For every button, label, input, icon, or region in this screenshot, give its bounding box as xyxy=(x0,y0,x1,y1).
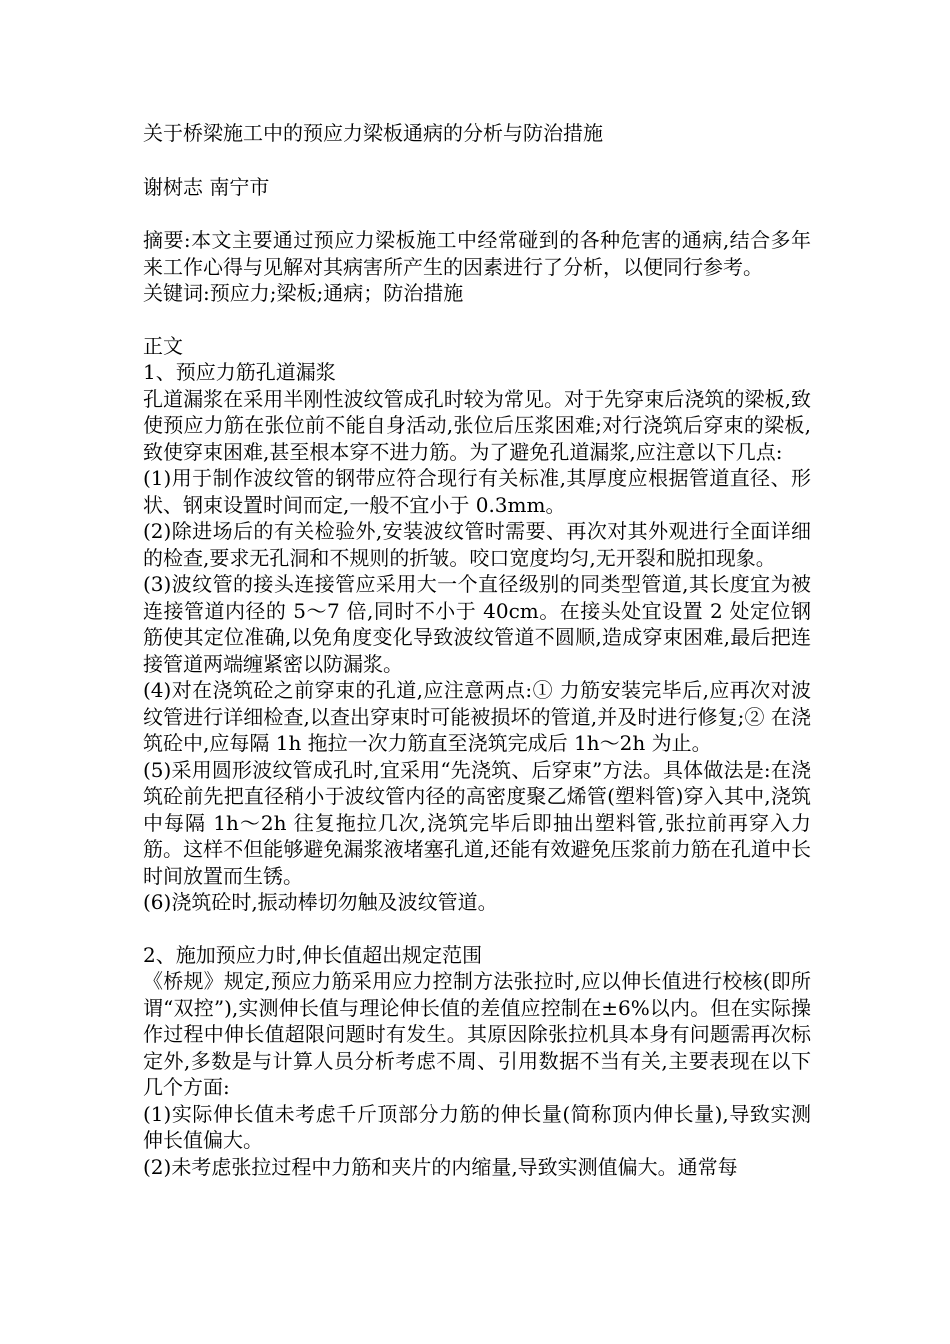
spacer xyxy=(143,307,811,333)
section-2-intro: 《桥规》规定,预应力筋采用应力控制方法张拉时,应以伸长值进行校核(即所谓“双控”),实测伸长值与理论伸长值的差值应控制在±6%以内。但在实际操作过程中伸长值超限问题时有发生。其原因除张拉机具本身有问题需再次标定外,多数是与计算人员分析考虑不周、引用数据不当有关,主要表现在以下几个方面: xyxy=(143,969,811,1099)
section-2-heading: 2、施加预应力时,伸长值超出规定范围 xyxy=(143,942,483,967)
keywords: 关键词:预应力;梁板;通病；防治措施 xyxy=(143,281,464,305)
list-item: (2)除进场后的有关检验外,安装波纹管时需要、再次对其外观进行全面详细的检查,要求无孔洞和不规则的折皱。咬口宽度均匀,无开裂和脱扣现象。 xyxy=(143,519,811,570)
abstract: 摘要:本文主要通过预应力梁板施工中经常碰到的各种危害的通病,结合多年来工作心得与见解对其病害所产生的因素进行了分析，以便同行参考。 xyxy=(143,228,811,279)
list-item: (3)波纹管的接头连接管应采用大一个直径级别的同类型管道,其长度宜为被连接管道内径的 5～7 倍,同时不小于 40cm。在接头处宜设置 2 处定位钢筋使其定位准确,以免角度变化导致波纹管道不圆顺,造成穿束困难,最后把连接管道两端缠紧密以防漏浆。 xyxy=(143,572,811,676)
list-item: (2)未考虑张拉过程中力筋和夹片的内缩量,导致实测值偏大。通常每 xyxy=(143,1154,738,1179)
list-item: (1)实际伸长值未考虑千斤顶部分力筋的伸长量(简称顶内伸长量),导致实测伸长值偏大。 xyxy=(143,1101,811,1152)
list-item: (6)浇筑砼时,振动棒切勿触及波纹管道。 xyxy=(143,890,498,914)
list-item: (1)用于制作波纹管的钢带应符合现行有关标准,其厚度应根据管道直径、形状、钢束设置时间而定,一般不宜小于 0.3mm。 xyxy=(143,466,811,517)
spacer xyxy=(143,916,811,942)
list-item: (5)采用圆形波纹管成孔时,宜采用“先浇筑、后穿束”方法。具体做法是:在浇筑砼前先把直径稍小于波纹管内径的高密度聚乙烯管(塑料管)穿入其中,浇筑中每隔 1h～2h 往复拖拉几次,浇筑完毕后即抽出塑料管,张拉前再穿入力筋。这样不但能够避免漏浆液堵塞孔道,还能有效避免压浆前力筋在孔道中长时间放置而生锈。 xyxy=(143,757,811,888)
section-1-intro: 孔道漏浆在采用半刚性波纹管成孔时较为常见。对于先穿束后浇筑的梁板,致使预应力筋在张位前不能自身活动,张位后压浆困难;对行浇筑后穿束的梁板,致使穿束困难,甚至根本穿不进力筋。为了避免孔道漏浆,应注意以下几点: xyxy=(143,386,811,464)
body-heading: 正文 xyxy=(143,333,183,358)
section-1-heading: 1、预应力筋孔道漏浆 xyxy=(143,360,336,384)
list-item: (4)对在浇筑砼之前穿束的孔道,应注意两点:① 力筋安装完毕后,应再次对波纹管进行详细检查,以查出穿束时可能被损坏的管道,并及时进行修复;② 在浇筑砼中,应每隔 1h 拖拉一次力筋直至浇筑完成后 1h～2h 为止。 xyxy=(143,678,811,755)
author-line: 谢树志 南宁市 xyxy=(143,174,270,199)
document-title: 关于桥梁施工中的预应力梁板通病的分析与防治措施 xyxy=(143,121,603,145)
document-page xyxy=(143,120,811,1180)
